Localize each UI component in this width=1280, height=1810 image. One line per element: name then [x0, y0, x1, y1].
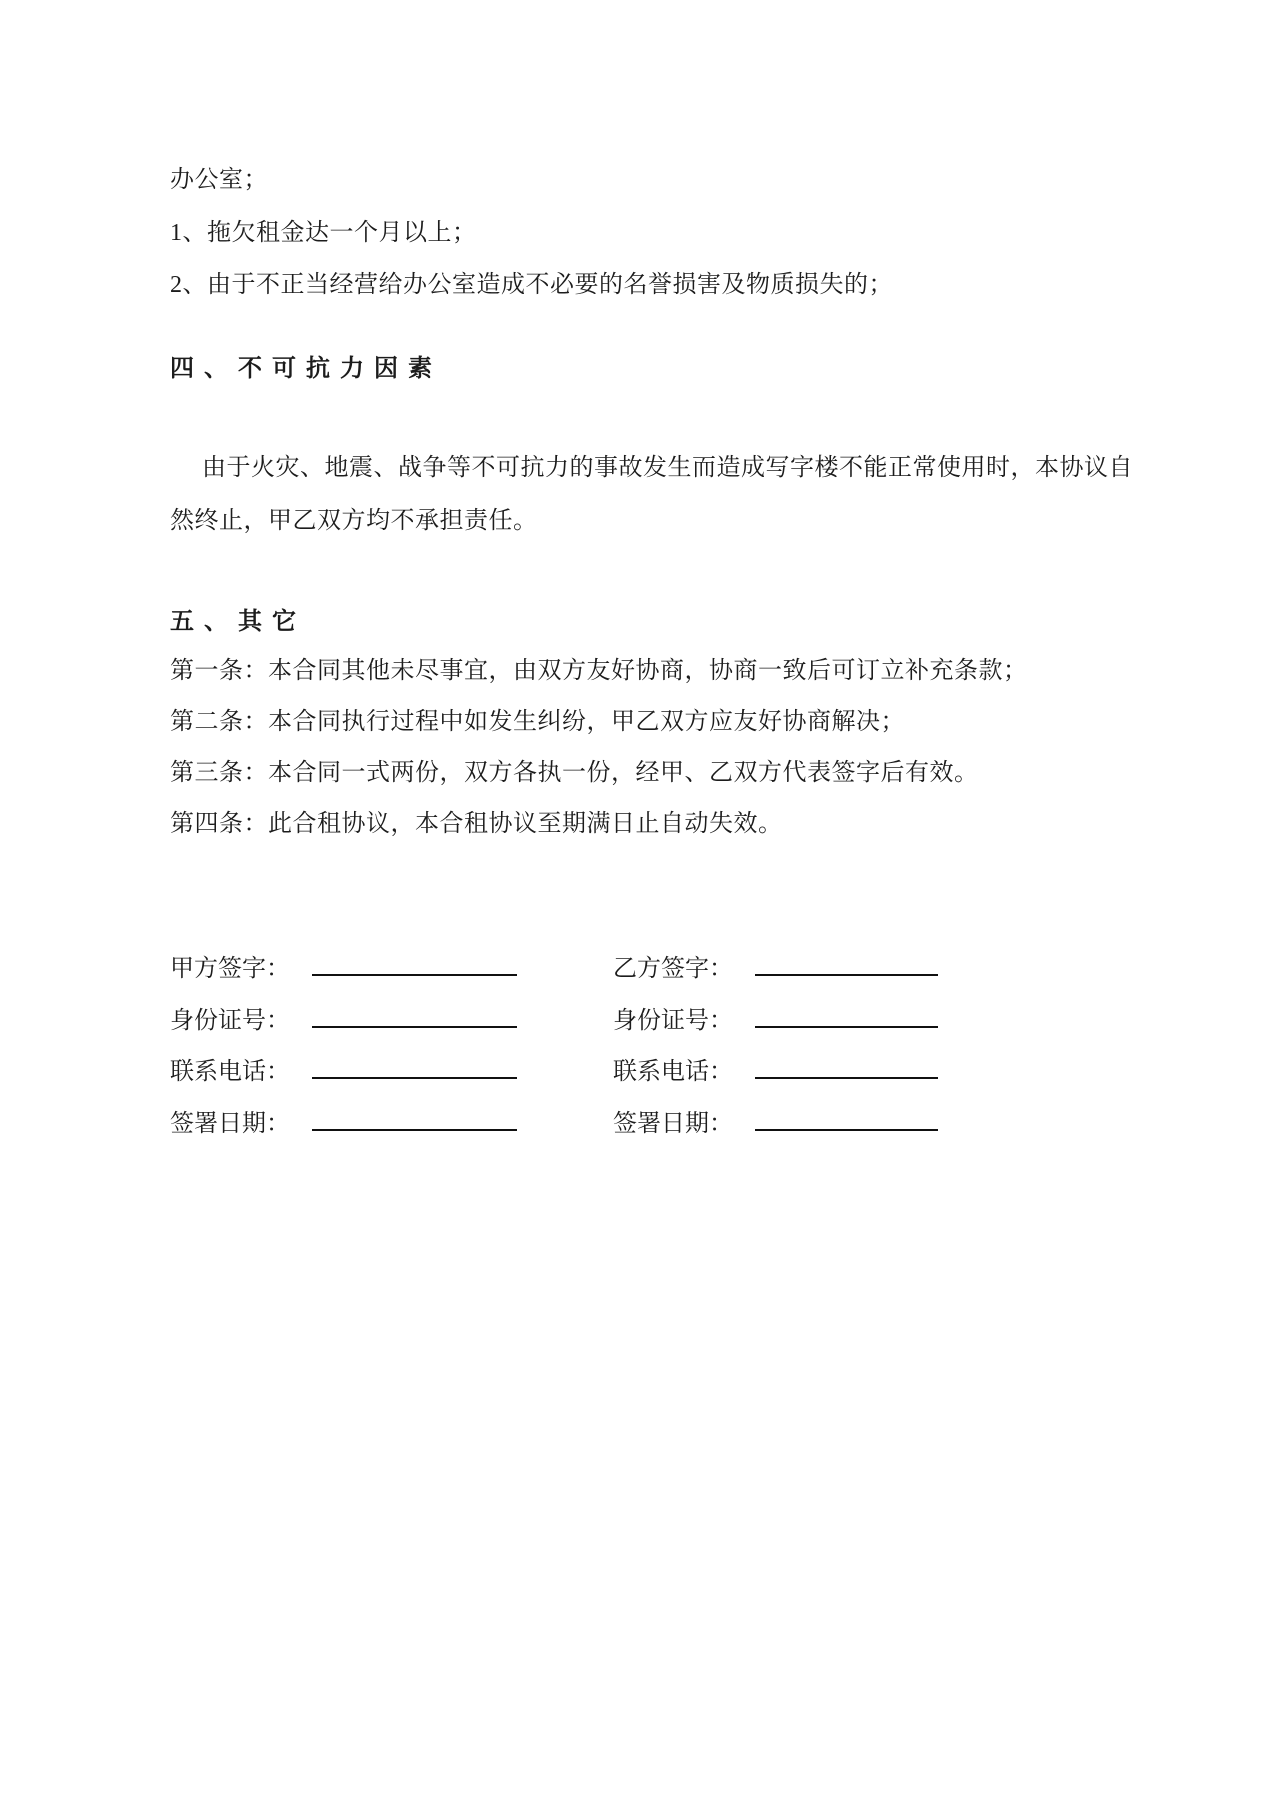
party-b-sign-row	[613, 952, 938, 1004]
party-b-id-label: 身份证号：	[613, 1007, 733, 1034]
intro-line-office: 办公室；	[170, 167, 268, 193]
section-heading-force-majeure: 四、不可抗力因素	[170, 356, 442, 382]
party-a-phone-blank-line	[312, 1055, 517, 1079]
clause-line-2: 第二条：本合同执行过程中如发生纠纷，甲乙双方应友好协商解决；	[170, 709, 905, 735]
party-b-phone-blank-line	[755, 1055, 938, 1079]
party-a-id-row	[170, 1004, 517, 1056]
party-b-id-blank-line	[755, 1004, 938, 1028]
party-b-date-row	[613, 1107, 938, 1159]
party-b-sign-blank-line	[755, 952, 938, 976]
clause-line-1: 第一条：本合同其他未尽事宜，由双方友好协商，协商一致后可订立补充条款；	[170, 658, 1028, 684]
party-b-sign-label: 乙方签字：	[613, 956, 733, 982]
signature-block-party-a	[170, 952, 517, 1158]
party-a-phone-label: 联系电话：	[170, 1059, 290, 1085]
section-heading-other: 五、其它	[170, 609, 306, 635]
clause-line-4: 第四条：此合租协议，本合租协议至期满日止自动失效。	[170, 811, 783, 837]
party-b-id-row	[613, 1004, 938, 1056]
party-a-sign-blank-line	[312, 952, 517, 976]
party-a-sign-row	[170, 952, 517, 1004]
party-b-phone-label: 联系电话：	[613, 1059, 733, 1085]
party-b-date-blank-line	[755, 1107, 938, 1131]
party-a-date-label: 签署日期：	[170, 1110, 290, 1137]
intro-line-item-1: 1、拖欠租金达一个月以上；	[170, 220, 477, 246]
party-a-date-blank-line	[312, 1107, 517, 1131]
party-b-phone-row	[613, 1055, 938, 1107]
force-majeure-paragraph-line-1: 由于火灾、地震、战争等不可抗力的事故发生而造成写字楼不能正常使用时，本协议自	[202, 455, 1133, 481]
party-a-phone-row	[170, 1055, 517, 1107]
intro-line-item-2: 2、由于不正当经营给办公室造成不必要的名誉损害及物质损失的；	[170, 272, 893, 298]
party-a-id-blank-line	[312, 1004, 517, 1028]
party-b-date-label: 签署日期：	[613, 1110, 733, 1137]
party-a-id-label: 身份证号：	[170, 1007, 290, 1034]
party-a-date-row	[170, 1107, 517, 1159]
signature-block-party-b	[613, 952, 938, 1158]
party-a-sign-label: 甲方签字：	[170, 956, 290, 982]
force-majeure-paragraph-line-2: 然终止，甲乙双方均不承担责任。	[170, 508, 538, 534]
clause-line-3: 第三条：本合同一式两份，双方各执一份，经甲、乙双方代表签字后有效。	[170, 760, 979, 786]
